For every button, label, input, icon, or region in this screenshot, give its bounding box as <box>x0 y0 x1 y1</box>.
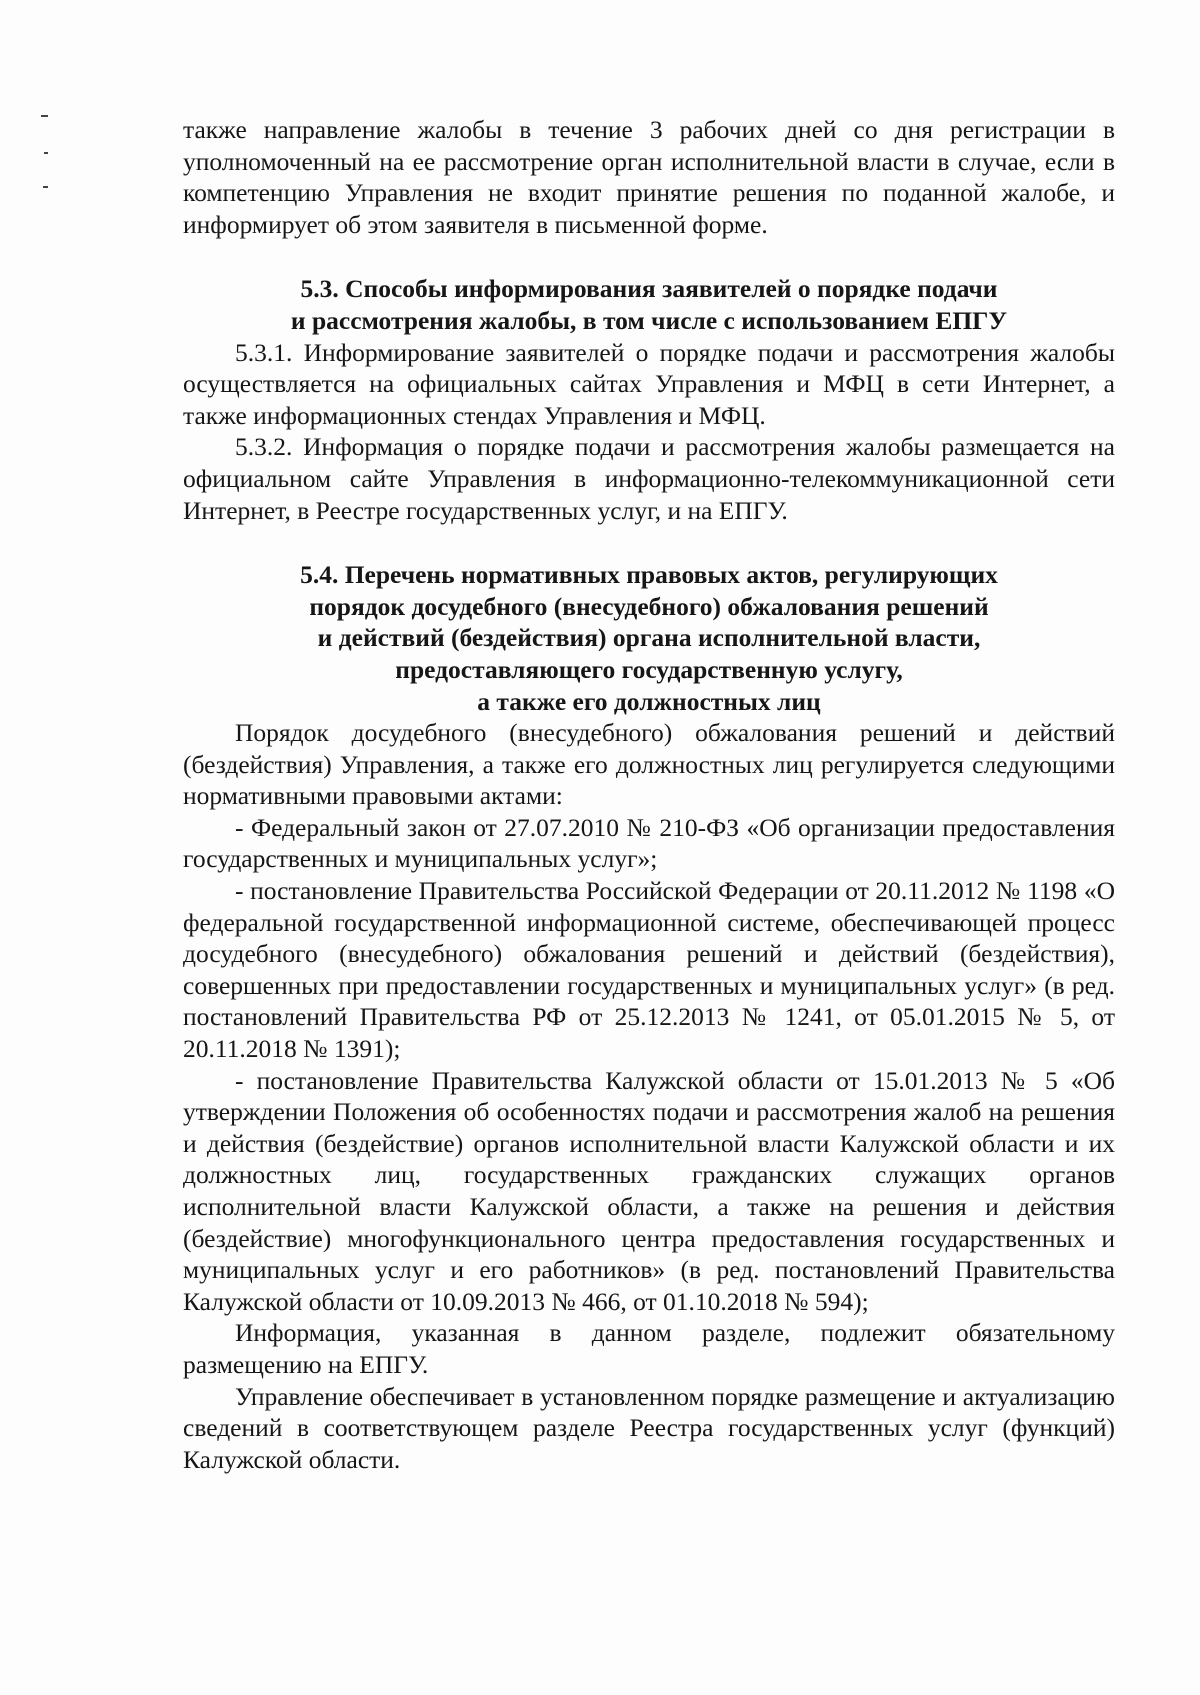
paragraph-5-4-intro: Порядок досудебного (внесудебного) обжалования решений и действий (бездействия) Управления, а также его должностных лиц регулируется следующими нормативными правовыми актами: <box>183 718 1115 811</box>
section-5-4-title-line2: порядок досудебного (внесудебного) обжалования решений <box>309 591 989 621</box>
section-5-4-title-line1: 5.4. Перечень нормативных правовых актов, регулирующих <box>300 560 998 590</box>
document-body <box>183 114 1115 1475</box>
list-item-federal-law: - Федеральный закон от 27.07.2010 № 210-ФЗ «Об организации предоставления государственных и муниципальных услуг»; <box>183 812 1115 874</box>
scan-mark <box>44 152 48 154</box>
scan-mark <box>41 115 48 117</box>
section-5-4-title-line4: предоставляющего государственную услугу, <box>395 654 903 684</box>
paragraph-5-3-2: 5.3.2. Информация о порядке подачи и рассмотрения жалобы размещается на официальном сайте Управления в информационно-телекоммуникационной сети Интернет, в Реестре государственных услуг, и на ЕПГУ. <box>183 432 1115 525</box>
section-5-4-title-line5: а также его должностных лиц <box>477 686 821 716</box>
list-item-rf-government-resolution: - постановление Правительства Российской Федерации от 20.11.2012 № 1198 «О федеральной государственной информационной системе, обеспечивающей процесс досудебного (внесудебного) обжалования решений и действий (бездействия), совершенных при предоставлении государственных и муниципальных услуг» (в ред. постановлений Правительства РФ от 25.12.2013 № 1241, от 05.01.2015 № 5, от 20.11.2018 № 1391); <box>183 876 1115 1064</box>
paragraph-information: Информация, указанная в данном разделе, подлежит обязательному размещению на ЕПГУ. <box>183 1318 1115 1379</box>
list-item-kaluga-government-resolution: - постановление Правительства Калужской области от 15.01.2013 № 5 «Об утверждении Положения об особенностях подачи и рассмотрения жалоб на решения и действия (бездействие) органов исполнительной власти Калужской области и их должностных лиц, государственных гражданских служащих органов исполнительной власти Калужской области, а также на решения и действия (бездействие) многофункционального центра предоставления государственных и муниципальных услуг и его работников» (в ред. постановлений Правительства Калужской области от 10.09.2013 № 466, от 01.10.2018 № 594); <box>183 1065 1115 1316</box>
section-5-3 <box>183 273 1115 526</box>
section-5-4-title-line3: и действий (бездействия) органа исполнительной власти, <box>317 623 981 653</box>
section-5-3-title-line1: 5.3. Способы информирования заявителей о порядке подачи <box>300 274 998 304</box>
paragraph-final: Управление обеспечивает в установленном порядке размещение и актуализацию сведений в соответствующем разделе Реестра государственных услуг (функций) Калужской области. <box>183 1381 1115 1474</box>
section-5-4 <box>183 559 1115 1475</box>
paragraph-intro: также направление жалобы в течение 3 рабочих дней со дня регистрации в уполномоченный на ее рассмотрение орган исполнительной власти в случае, если в компетенцию Управления не входит принятие решения по поданной жалобе, и информирует об этом заявителя в письменной форме. <box>183 115 1115 239</box>
scan-mark <box>43 186 48 188</box>
paragraph-5-3-1: 5.3.1. Информирование заявителей о порядке подачи и рассмотрения жалобы осуществляется на официальных сайтах Управления и МФЦ в сети Интернет, а также информационных стендах Управления и МФЦ. <box>183 337 1115 430</box>
section-5-3-title-line2: и рассмотрения жалобы, в том числе с использованием ЕПГУ <box>290 305 1008 335</box>
